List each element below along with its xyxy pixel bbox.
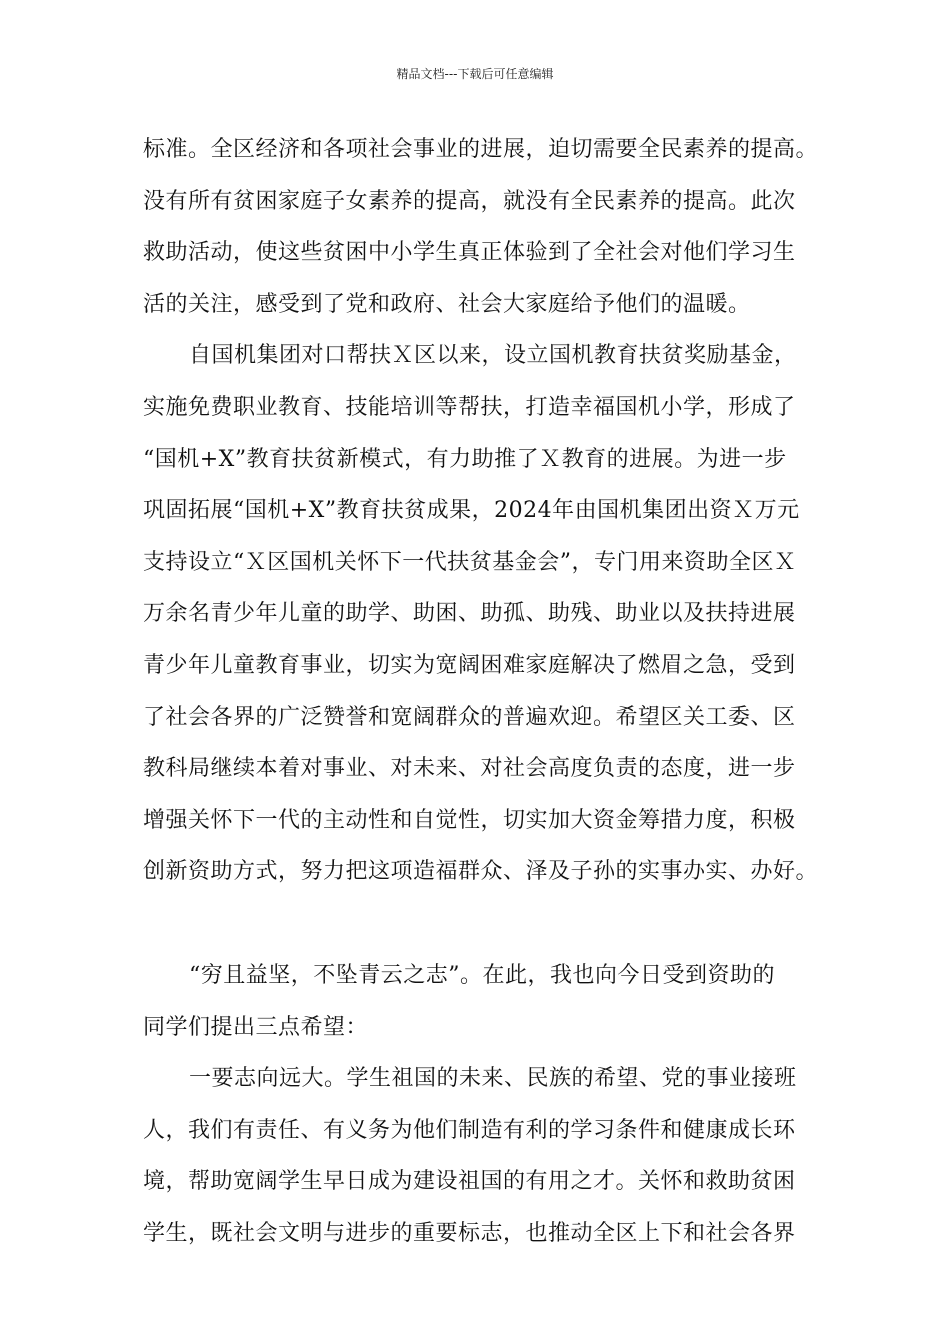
text-line: 实施免费职业教育、技能培训等帮扶，打造幸福国机小学，形成了: [143, 394, 796, 420]
paragraph-start-line: 一要志向远大。学生祖国的未来、民族的希望、党的事业接班: [189, 1066, 797, 1092]
text-line: 青少年儿童教育事业，切实为宽阔困难家庭解决了燃眉之急，受到: [143, 652, 796, 678]
page-header: 精品文档---下载后可任意编辑: [396, 67, 554, 81]
paragraph-start-line: 自国机集团对口帮扶Ｘ区以来，设立国机教育扶贫奖励基金，: [189, 343, 797, 369]
text-line: 万余名青少年儿童的助学、助困、助孤、助残、助业以及扶持进展: [143, 601, 796, 627]
text-line: 没有所有贫困家庭子女素养的提高，就没有全民素养的提高。此次: [143, 188, 796, 214]
text-line: 同学们提出三点希望：: [143, 1014, 369, 1040]
text-line: 增强关怀下一代的主动性和自觉性，切实加大资金筹措力度，积极: [143, 807, 796, 833]
text-line: 活的关注，感受到了党和政府、社会大家庭给予他们的温暖。: [143, 291, 751, 317]
paragraph-start-line: “穷且益坚，不坠青云之志”。在此，我也向今日受到资助的: [189, 962, 775, 988]
text-line: 境，帮助宽阔学生早日成为建设祖国的有用之才。关怀和救助贫困: [143, 1169, 796, 1195]
text-line: 创新资助方式，努力把这项造福群众、泽及子孙的实事办实、办好。: [143, 859, 819, 885]
text-line: 救助活动，使这些贫困中小学生真正体验到了全社会对他们学习生: [143, 240, 796, 266]
document-body: [143, 128, 833, 1263]
text-line: “国机+X”教育扶贫新模式，有力助推了Ｘ教育的进展。为进一步: [143, 446, 787, 472]
text-line: 支持设立“Ｘ区国机关怀下一代扶贫基金会”，专门用来资助全区Ｘ: [143, 549, 797, 575]
text-line: 巩固拓展“国机+X”教育扶贫成果，2024年由国机集团出资Ｘ万元: [143, 498, 800, 524]
text-line: 人，我们有责任、有义务为他们制造有利的学习条件和健康成长环: [143, 1117, 796, 1143]
text-line: 标准。全区经济和各项社会事业的进展，迫切需要全民素养的提高。: [143, 137, 819, 162]
text-line: 了社会各界的广泛赞誉和宽阔群众的普遍欢迎。希望区关工委、区: [143, 704, 796, 730]
text-line: 教科局继续本着对事业、对未来、对社会高度负责的态度，进一步: [143, 756, 796, 782]
text-line: 学生，既社会文明与进步的重要标志，也推动全区上下和社会各界: [143, 1220, 796, 1246]
paragraph-gap: [143, 902, 833, 954]
